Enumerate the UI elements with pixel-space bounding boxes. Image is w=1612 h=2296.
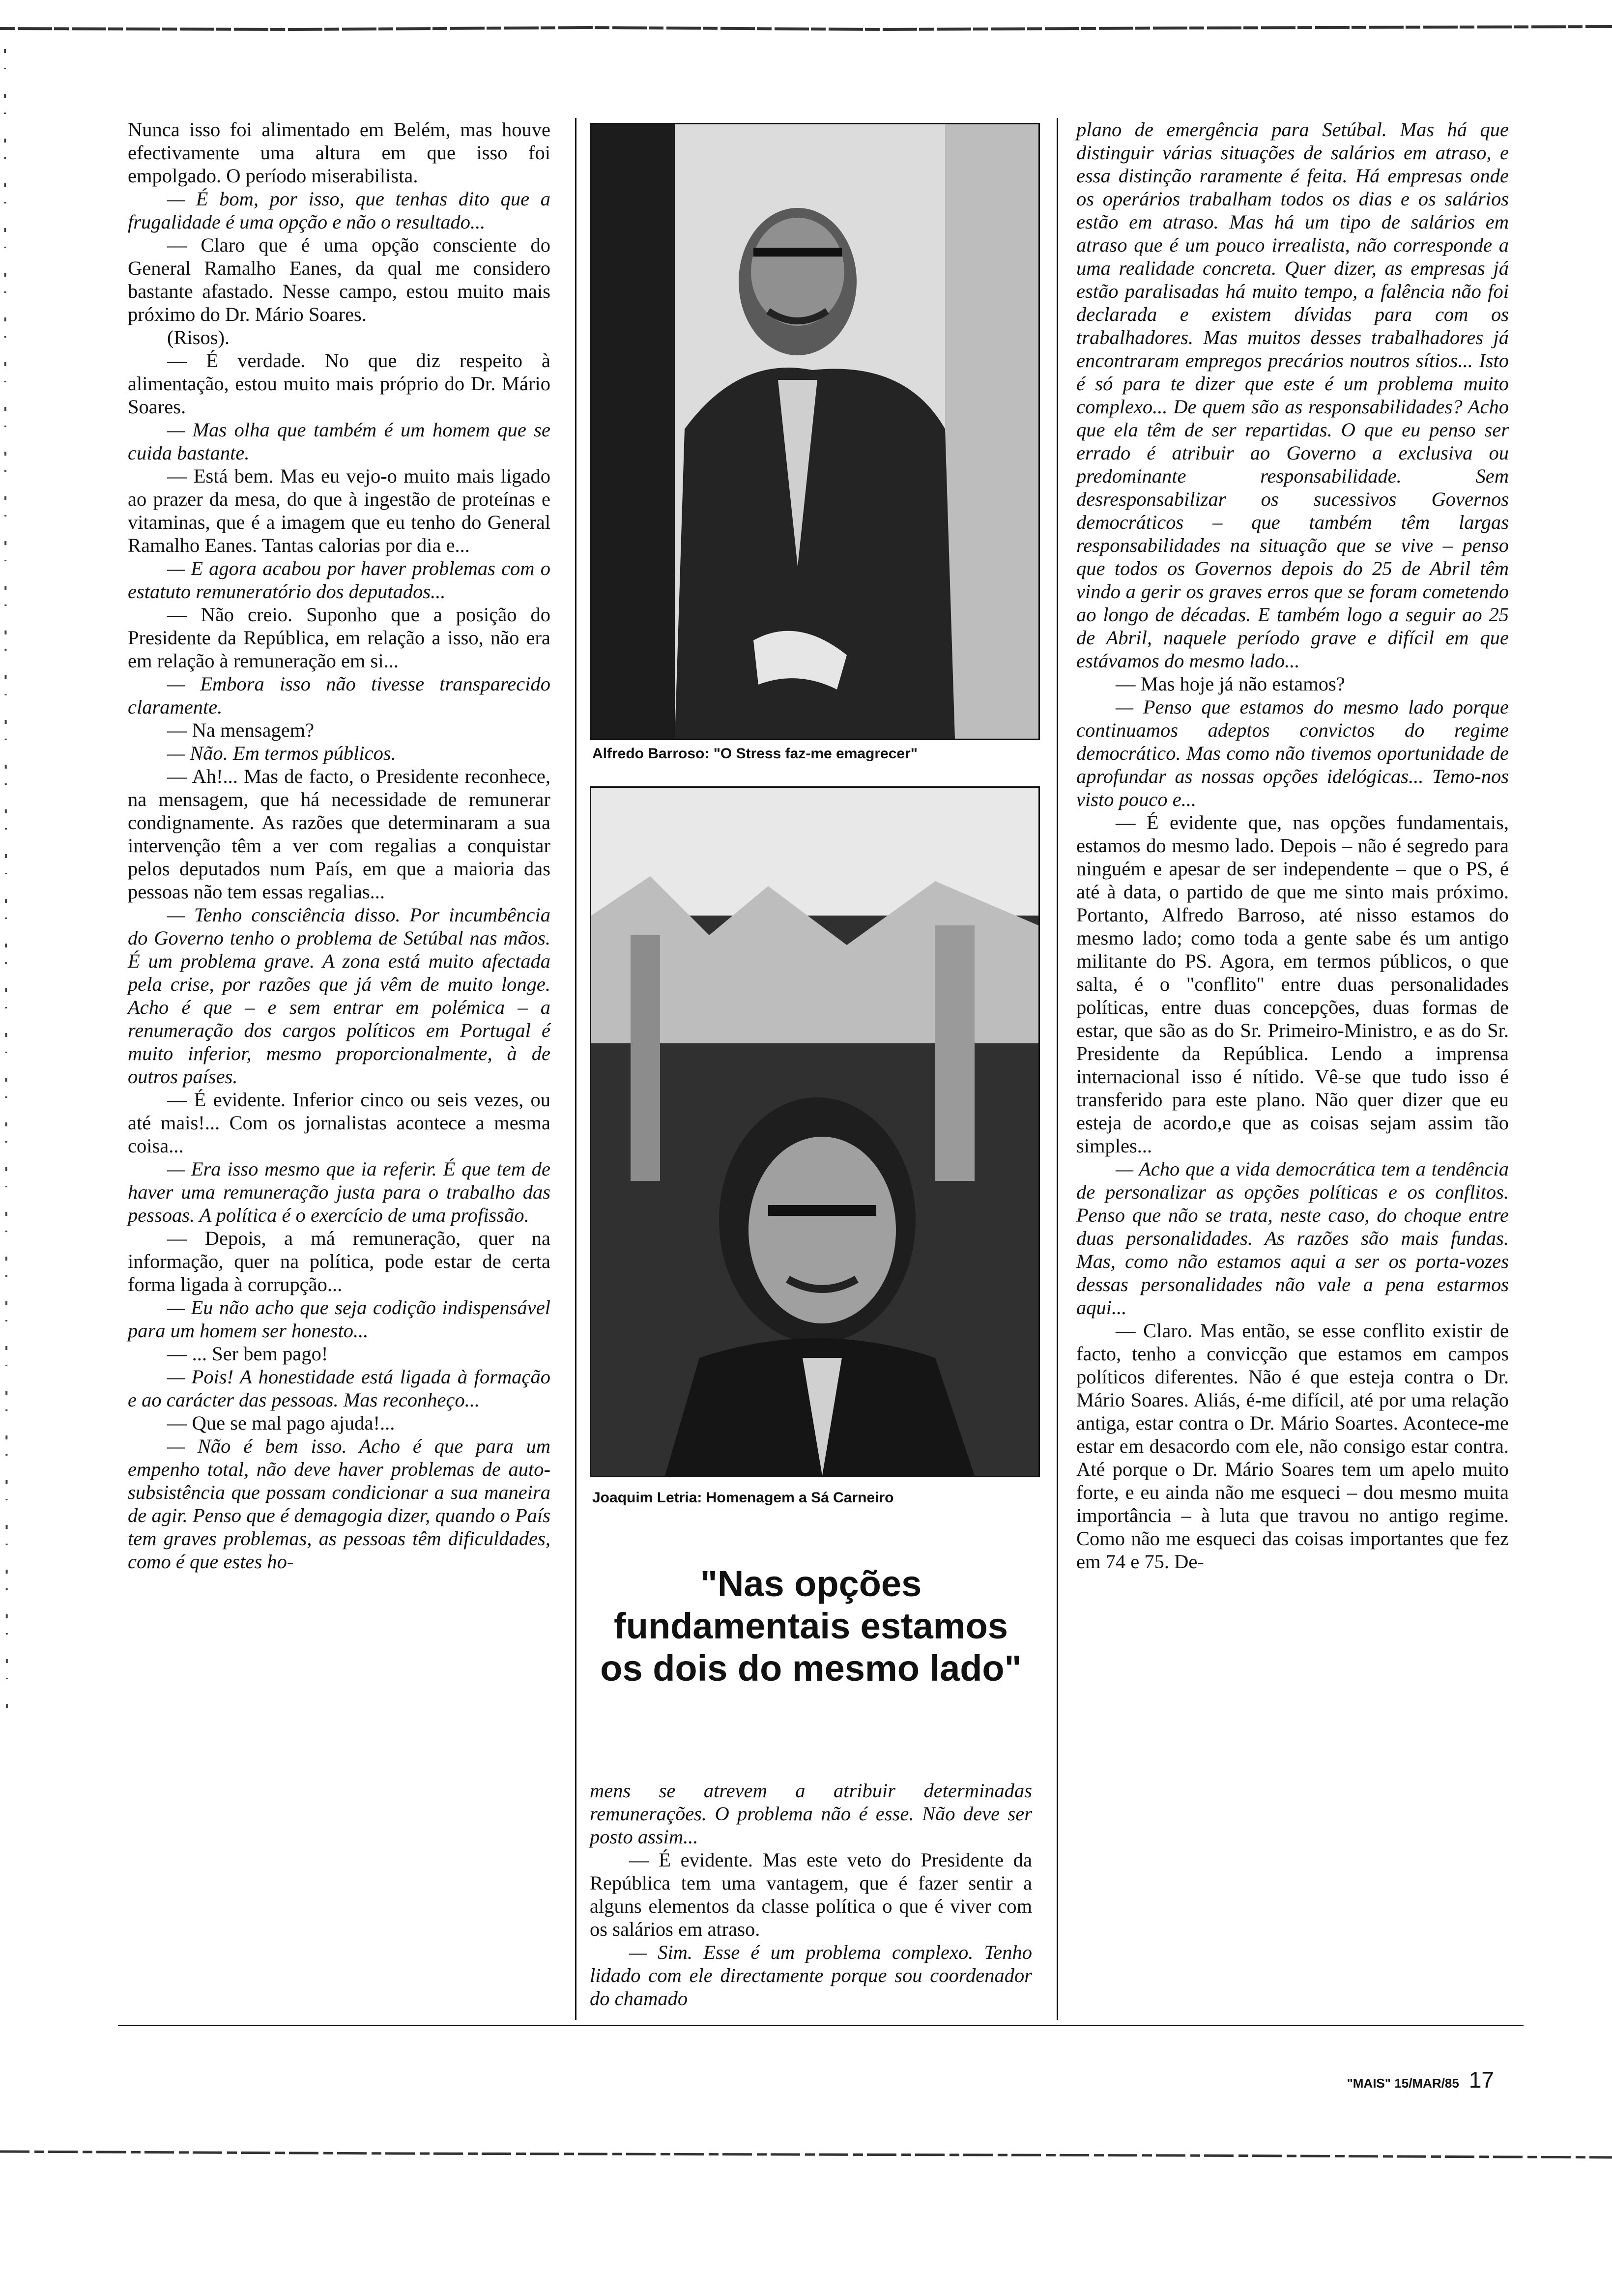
paragraph: — Está bem. Mas eu vejo-o muito mais ligado ao prazer da mesa, do que à ingestão de proteínas e vitaminas, que é a imagem que eu tenho do General Ramalho Eanes. Tantas calorias por dia e... bbox=[128, 465, 550, 556]
paragraph: — Sim. Esse é um problema complexo. Tenho lidado com ele directamente porque sou coordenador do chamado bbox=[590, 1941, 1032, 2009]
bottom-rule bbox=[118, 2025, 1524, 2026]
paragraph: — Claro. Mas então, se esse conflito existir de facto, tenho a convicção que estamos em campos políticos diferentes. Não é que esteja contra o Dr. Mário Soares. Aliás, é-me difícil, até por uma relação antiga, estar contra o Dr. Mário Soartes. Acontece-me estar em desacordo com ele, não consigo estar contra. Até porque o Dr. Mário Soares tem um apelo muito forte, e eu ainda não me esqueci – dou mesmo muita importância – à luta que travou no antigo regime. Como não me esqueci das coisas importantes que fez em 74 e 75. De- bbox=[1076, 1320, 1509, 1573]
paragraph: — Mas olha que também é um homem que se cuida bastante. bbox=[128, 419, 550, 464]
paragraph: — E agora acabou por haver problemas com o estatuto remuneratório dos deputados... bbox=[128, 557, 550, 603]
photo-caption-bottom: Joaquim Letria: Homenagem a Sá Carneiro bbox=[592, 1490, 894, 1506]
paragraph: — Na mensagem? bbox=[167, 719, 315, 741]
paragraph: — Tenho consciência disso. Por incumbência do Governo tenho o problema de Setúbal nas mãos. É um problema grave. A zona está muito afectada pela crise, por razões que já vêm de muito longe. Acho é que – e sem entrar em polémica – a renumeração dos cargos políticos em Portugal é muito inferior, mesmo proporcionalmente, à de outros países. bbox=[128, 904, 550, 1088]
paragraph: — Era isso mesmo que ia referir. É que tem de haver uma remuneração justa para o trabalho das pessoas. A política é o exercício de uma profissão. bbox=[128, 1158, 550, 1226]
photo-caption-top: Alfredo Barroso: "O Stress faz-me emagrecer" bbox=[592, 746, 918, 762]
paragraph: — Pois! A honestidade está ligada à formação e ao carácter das pessoas. Mas reconheço... bbox=[128, 1366, 550, 1411]
paragraph: — Ah!... Mas de facto, o Presidente reconhece, na mensagem, que há necessidade de remunerar condignamente. As razões que determinaram a sua intervenção têm a ver com regalias a conquistar pelos deputados num País, em que a maioria das pessoas não tem essas regalias... bbox=[128, 765, 550, 903]
paragraph: — Depois, a má remuneração, quer na informação, quer na política, pode estar de certa forma ligada à corrupção... bbox=[128, 1227, 550, 1295]
scan-edge-bottom bbox=[0, 2143, 1612, 2172]
footer-magazine-issue: "MAIS" 15/MAR/85 bbox=[1347, 2076, 1459, 2091]
column-rule-right bbox=[1057, 118, 1058, 2020]
pull-quote: "Nas opções fundamentais estamos os dois do mesmo lado" bbox=[600, 1563, 1022, 1689]
page-number: 17 bbox=[1468, 2067, 1494, 2093]
article-column-middle bbox=[590, 1779, 1032, 2010]
paragraph: mens se atrevem a atribuir determinadas remunerações. O problema não é esse. Não deve ser posto assim... bbox=[590, 1779, 1032, 1848]
scan-edge-top bbox=[0, 10, 1612, 39]
paragraph: — Penso que estamos do mesmo lado porque continuamos adeptos convictos do regime democrático. Mas como não tivemos oportunidade de aprofundar as nossas opções idelógicas... Temo-nos visto pouco e... bbox=[1076, 696, 1509, 810]
paragraph: — Mas hoje já não estamos? bbox=[1116, 673, 1345, 695]
column-rule-left bbox=[575, 118, 576, 2020]
paragraph: — É verdade. No que diz respeito à alimentação, estou muito mais próprio do Dr. Mário Soares. bbox=[128, 349, 550, 418]
paragraph: — É evidente que, nas opções fundamentais, estamos do mesmo lado. Depois – não é segredo para ninguém e apesar de ser independente – que o PS, é até à data, o partido de que me sinto mais próximo. Portanto, Alfredo Barroso, até nisso estamos do mesmo lado; como toda a gente sabe és um antigo militante do PS. Agora, em termos públicos, o que salta, é o "conflito" entre duas personalidades políticas, entre duas concepções, duas formas de estar, que são as do Sr. Primeiro-Ministro, e as do Sr. Presidente da República. Lendo a imprensa internacional isso é nítido. Vê-se que tudo isso é transferido para este plano. Não quer dizer que eu esteja de acordo,e que as coisas sejam assim tão simples... bbox=[1076, 811, 1509, 1157]
page-footer bbox=[1347, 2066, 1494, 2093]
paragraph: (Risos). bbox=[167, 326, 230, 348]
paragraph: Nunca isso foi alimentado em Belém, mas houve efectivamente uma altura em que isso foi empolgado. O período miserabilista. bbox=[128, 118, 550, 187]
paragraph: — Não creio. Suponho que a posição do Presidente da República, em relação a isso, não era em relação à remuneração em si... bbox=[128, 603, 550, 672]
paragraph: — É evidente. Inferior cinco ou seis vezes, ou até mais!... Com os jornalistas acontece a mesma coisa... bbox=[128, 1089, 550, 1157]
paragraph: — Embora isso não tivesse transparecido claramente. bbox=[128, 673, 550, 718]
scan-edge-left bbox=[0, 49, 59, 1720]
article-column-left bbox=[128, 118, 550, 1573]
photo-joaquim-letria bbox=[590, 786, 1040, 1477]
paragraph: — Não. Em termos públicos. bbox=[167, 742, 396, 764]
photo-alfredo-barroso bbox=[590, 123, 1040, 740]
paragraph: — É bom, por isso, que tenhas dito que a frugalidade é uma opção e não o resultado... bbox=[128, 188, 550, 233]
paragraph: — É evidente. Mas este veto do Presidente da República tem uma vantagem, que é fazer sentir a alguns elementos da classe política o que é viver com os salários em atraso. bbox=[590, 1849, 1032, 1940]
paragraph: — Acho que a vida democrática tem a tendência de personalizar as opções políticas e os conflitos. Penso que não se trata, neste caso, do choque entre duas personalidades. As razões são mais fundas. Mas, como não estamos aqui a ser os porta-vozes dessas personalidades não vale a pena estarmos aqui... bbox=[1076, 1158, 1509, 1319]
paragraph: — Eu não acho que seja codição indispensável para um homem ser honesto... bbox=[128, 1296, 550, 1342]
article-column-right bbox=[1076, 118, 1509, 1573]
paragraph: plano de emergência para Setúbal. Mas há que distinguir várias situações de salários em atraso, e essa distinção raramente é feita. Há empresas onde os operários trabalham todos os dias e os salários estão em atraso. Mas há um tipo de salários em atraso que é um pouco irrealista, não corresponde a uma realidade concreta. Quer dizer, as empresas já estão paralisadas há muito tempo, a falência não foi declarada e existem dívidas para com os trabalhadores. Mas muitos desses trabalhadores já encontraram empregos precários noutros sítios... Isto é só para te dizer que este é um problema muito complexo... De quem são as responsabilidades? Acho que ela têm de ser repartidas. O que eu penso ser errado é atribuir ao Governo a exclusiva ou predominante responsabilidade. Sem desresponsabilizar os sucessivos Governos democráticos – que também têm largas responsabilidades na situação que se vive – penso que todos os Governos depois do 25 de Abril têm vindo a gerir os graves erros que se foram cometendo ao longo de décadas. E também logo a seguir ao 25 de Abril, naquele período grave e difícil em que estávamos do mesmo lado... bbox=[1076, 118, 1509, 672]
paragraph: — Não é bem isso. Acho é que para um empenho total, não deve haver problemas de auto-subsistência que possam condicionar a sua maneira de agir. Penso que é demagogia dizer, quando o País tem graves problemas, as pessoas têm dificuldades, como é que estes ho- bbox=[128, 1435, 550, 1573]
paragraph: — ... Ser bem pago! bbox=[167, 1343, 328, 1365]
paragraph: — Claro que é uma opção consciente do General Ramalho Eanes, da qual me considero bastante afastado. Nesse campo, estou muito mais próximo do Dr. Mário Soares. bbox=[128, 234, 550, 325]
paragraph: — Que se mal pago ajuda!... bbox=[167, 1412, 395, 1434]
